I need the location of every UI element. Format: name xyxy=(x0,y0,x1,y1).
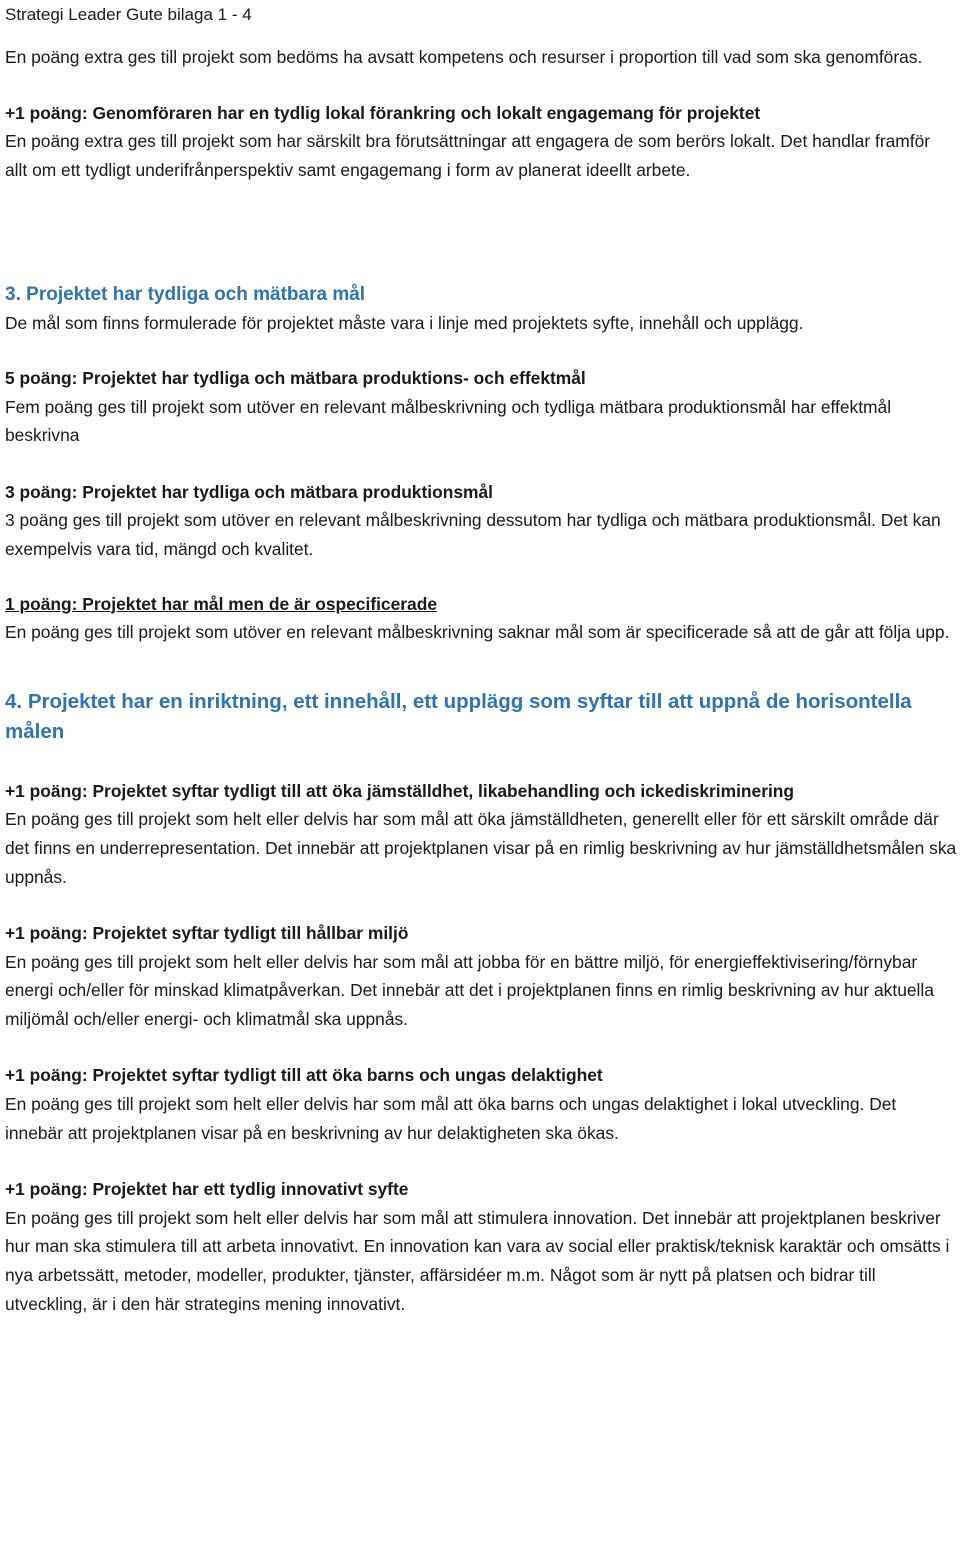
section-4-item-4-text: En poäng ges till projekt som helt eller delvis har som mål att stimulera innovation. Det innebär att projektplanen beskriver hur man ska stimulera till att arbeta innovativt. En innovation kan vara av social eller praktisk/teknisk karaktär och omsätts i nya arbetssätt, metoder, modeller, produkter, tjänster, affärsidéer m.m. Något som är nytt på platsen och bidrar till utveckling, är i den här strategins mening innovativt. xyxy=(5,1207,950,1314)
section-4-item-3-heading: +1 poäng: Projektet syftar tydligt till att öka barns och ungas delaktighet xyxy=(5,1065,603,1086)
section-3-item-3-text: En poäng ges till projekt som utöver en relevant målbeskrivning saknar mål som är specificerade så att de går att följa upp. xyxy=(5,622,950,643)
section-4-title: Projektet har en inriktning, ett innehåll, ett upplägg som syftar till att uppnå de horisontella målen xyxy=(5,689,912,743)
section-3-heading xyxy=(5,280,957,309)
section-4-item-4-heading: +1 poäng: Projektet har ett tydlig innovativt syfte xyxy=(5,1179,409,1200)
intro-paragraph-1: En poäng extra ges till projekt som bedöms ha avsatt kompetens och resurser i proportion till vad som ska genomföras. xyxy=(5,47,923,67)
intro-paragraph-2: En poäng extra ges till projekt som har särskilt bra förutsättningar att engagera de som berörs lokalt. Det handlar framför allt om ett tydligt underifrånperspektiv samt engagemang i form av planerat ideellt arbete. xyxy=(5,131,931,180)
section-3-intro: De mål som finns formulerade för projektet måste vara i linje med projektets syfte, innehåll och upplägg. xyxy=(5,313,804,334)
document-header: Strategi Leader Gute bilaga 1 - 4 xyxy=(5,5,252,24)
section-4-number: 4. xyxy=(5,689,23,713)
intro-heading-local-engagement: +1 poäng: Genomföraren har en tydlig lokal förankring och lokalt engagemang för projektet xyxy=(5,102,761,123)
section-4-item-2-heading: +1 poäng: Projektet syftar tydligt till hållbar miljö xyxy=(5,923,409,944)
section-3-item-3-heading: 1 poäng: Projektet har mål men de är ospecificerade xyxy=(5,593,438,614)
section-3-item-1-text: Fem poäng ges till projekt som utöver en relevant målbeskrivning och tydliga mätbara produktionsmål har effektmål beskrivna xyxy=(5,396,892,446)
section-4-item-2-text: En poäng ges till projekt som helt eller delvis har som mål att jobba för en bättre miljö, för energieffektivisering/förnybar energi och/eller för minskad klimatpåverkan. Det innebär att det i projektplanen finns en rimlig beskrivning av hur aktuella miljömål och/eller energi- och klimatmål ska uppnås. xyxy=(5,951,934,1029)
section-4-item-1-heading: +1 poäng: Projektet syftar tydligt till att öka jämställdhet, likabehandling och ickediskriminering xyxy=(5,780,795,801)
section-3-title: Projektet har tydliga och mätbara mål xyxy=(26,284,366,306)
document-page xyxy=(5,0,957,1318)
section-4-item-3-text: En poäng ges till projekt som helt eller delvis har som mål att öka barns och ungas delaktighet i lokal utveckling. Det innebär att projektplanen visar på en beskrivning av hur delaktigheten ska ökas. xyxy=(5,1094,897,1143)
section-3-number: 3. xyxy=(5,284,21,306)
section-3-item-2-heading: 3 poäng: Projektet har tydliga och mätbara produktionsmål xyxy=(5,481,493,502)
section-4-item-1-text: En poäng ges till projekt som helt eller delvis har som mål att öka jämställdheten, generellt eller för ett särskilt område där det finns en underrepresentation. Det innebär att projektplanen visar på en rimlig beskrivning av hur jämställdhetsmålen ska uppnås. xyxy=(5,809,957,887)
section-4-heading xyxy=(5,687,957,747)
section-3-item-2-text: 3 poäng ges till projekt som utöver en relevant målbeskrivning dessutom har tydliga och mätbara produktionsmål. Det kan exempelvis vara tid, mängd och kvalitet. xyxy=(5,510,941,559)
section-3-item-1-heading: 5 poäng: Projektet har tydliga och mätbara produktions- och effektmål xyxy=(5,367,586,388)
